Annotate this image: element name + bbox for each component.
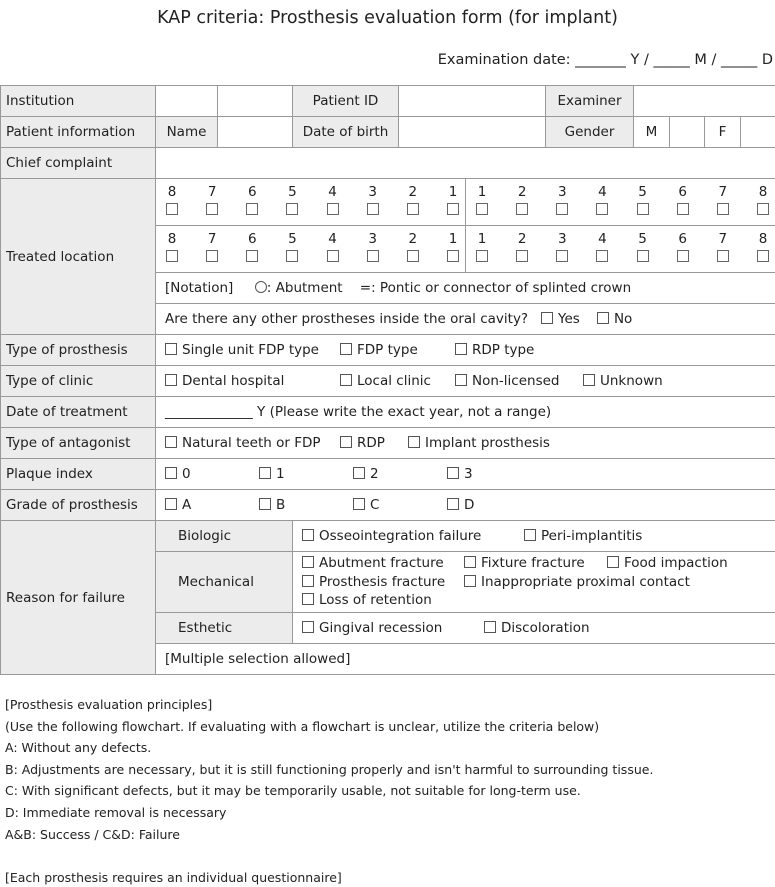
esthetic-0-checkbox[interactable] [302, 621, 314, 633]
tooth[interactable] [166, 179, 178, 225]
plaque-1-label: 1 [276, 466, 285, 482]
dob-label: Date of birth [293, 117, 399, 148]
tooth[interactable] [206, 226, 218, 272]
tooth-number: 5 [638, 184, 647, 200]
tooth[interactable] [717, 226, 729, 272]
institution-label: Institution [1, 86, 156, 117]
antagonist-row [1, 428, 775, 459]
tooth-checkbox[interactable] [447, 250, 459, 262]
tooth-checkbox[interactable] [166, 250, 178, 262]
mechanical-line [302, 573, 770, 592]
gender-m-label: M [634, 117, 670, 148]
tooth-checkbox[interactable] [476, 250, 488, 262]
tooth[interactable] [637, 179, 649, 225]
antagonist-2-checkbox[interactable] [408, 436, 420, 448]
tooth-number: 3 [557, 231, 567, 247]
tooth-checkbox[interactable] [327, 203, 339, 215]
tooth-checkbox[interactable] [166, 203, 178, 215]
tooth[interactable] [637, 226, 649, 272]
patient-id-field[interactable] [399, 86, 546, 117]
tooth[interactable] [476, 226, 488, 272]
tooth[interactable] [516, 179, 528, 225]
upper-right-quadrant [156, 179, 465, 225]
tooth-checkbox[interactable] [596, 203, 608, 215]
tooth-checkbox[interactable] [246, 250, 258, 262]
patient-id-label: Patient ID [293, 86, 399, 117]
plaque-2-label: 2 [370, 466, 379, 482]
dob-field[interactable] [399, 117, 546, 148]
tooth-checkbox[interactable] [206, 250, 218, 262]
institution-field-1[interactable] [156, 86, 218, 117]
tooth[interactable] [246, 179, 258, 225]
type_clinic-options [156, 366, 775, 397]
tooth-checkbox[interactable] [596, 250, 608, 262]
tooth[interactable] [286, 179, 298, 225]
yes-label: Yes [557, 311, 580, 327]
no-checkbox[interactable] [597, 312, 609, 324]
pontic-note: =: Pontic or connector of splinted crown [359, 280, 632, 296]
tooth[interactable] [447, 179, 459, 225]
grade-label: Grade of prosthesis [1, 490, 156, 521]
antagonist-1-checkbox[interactable] [340, 436, 352, 448]
mechanical-1-checkbox[interactable] [464, 556, 476, 568]
note-line: (Use the following flowchart. If evaluating with a flowchart is unclear, utilize the criteria below) [5, 718, 600, 734]
grade-3-option[interactable] [447, 497, 541, 513]
note-line: A: Without any defects. [5, 740, 152, 756]
tooth[interactable] [476, 179, 488, 225]
tooth-checkbox[interactable] [516, 250, 528, 262]
note-line [5, 845, 653, 867]
type_prosthesis-1-option[interactable] [340, 342, 455, 358]
tooth-number: 2 [517, 231, 527, 247]
antagonist-1-option[interactable] [340, 435, 408, 451]
tooth-number: 1 [477, 231, 487, 247]
tooth[interactable] [407, 179, 419, 225]
grade-options [156, 490, 775, 521]
mechanical-5-checkbox[interactable] [302, 593, 314, 605]
tooth[interactable] [407, 226, 419, 272]
type_clinic-2-option[interactable] [455, 373, 583, 389]
grade-1-option[interactable] [259, 497, 353, 513]
tooth-checkbox[interactable] [367, 203, 379, 215]
type_prosthesis-0-option[interactable] [165, 342, 340, 358]
esthetic-0-label: Gingival recession [319, 620, 443, 636]
examination-date[interactable]: Examination date: _______ Y / _____ M / _____ D [437, 52, 773, 68]
mechanical-2-checkbox[interactable] [607, 556, 619, 568]
mechanical-4-label: Inappropriate proximal contact [481, 573, 690, 590]
chief-complaint-field[interactable] [156, 148, 775, 179]
mechanical-3-label: Prosthesis fracture [319, 573, 446, 590]
plaque-0-checkbox[interactable] [165, 467, 177, 479]
type_clinic-3-option[interactable] [583, 373, 703, 389]
tooth-checkbox[interactable] [327, 250, 339, 262]
type_prosthesis-row [1, 335, 775, 366]
no-label: No [613, 311, 633, 327]
type_clinic-1-checkbox[interactable] [340, 374, 352, 386]
type_prosthesis-1-checkbox[interactable] [340, 343, 352, 355]
antagonist-0-checkbox[interactable] [165, 436, 177, 448]
note-line: [Each prosthesis requires an individual questionnaire] [5, 869, 342, 885]
tooth-number: 8 [758, 231, 768, 247]
tooth-number: 3 [368, 184, 377, 200]
lower-teeth [156, 226, 775, 273]
tooth-checkbox[interactable] [677, 203, 689, 215]
circle-icon [255, 281, 267, 293]
tooth-number: 2 [408, 184, 418, 200]
type_prosthesis-2-checkbox[interactable] [455, 343, 467, 355]
tooth-checkbox[interactable] [246, 203, 258, 215]
tooth[interactable] [677, 179, 689, 225]
tooth[interactable] [596, 179, 608, 225]
note-line: [Prosthesis evaluation principles] [5, 697, 213, 712]
tooth-checkbox[interactable] [286, 203, 298, 215]
notation-row [156, 273, 775, 304]
type_prosthesis-options [156, 335, 775, 366]
tooth[interactable] [286, 226, 298, 272]
antagonist-0-option[interactable] [165, 435, 340, 451]
esthetic-1-label: Discoloration [501, 620, 590, 636]
tooth-number: 8 [167, 184, 177, 200]
type_clinic-3-checkbox[interactable] [583, 374, 595, 386]
tooth-number: 6 [247, 231, 257, 247]
evaluation-principles [5, 694, 653, 887]
type_clinic-2-checkbox[interactable] [455, 374, 467, 386]
tooth-number: 6 [678, 231, 687, 247]
grade-2-option[interactable] [353, 497, 447, 513]
tooth-checkbox[interactable] [556, 203, 568, 215]
grade-3-label: D [464, 497, 475, 513]
lower-right-quadrant [156, 226, 465, 272]
mechanical-3-checkbox[interactable] [302, 575, 314, 587]
tooth-number: 4 [598, 231, 607, 247]
treated-location-label: Treated location [1, 179, 156, 335]
gender-f-label: F [705, 117, 741, 148]
biologic-0-label: Osseointegration failure [319, 528, 482, 544]
tooth[interactable] [677, 226, 689, 272]
type_clinic-0-option[interactable] [165, 373, 340, 389]
grade-0-label: A [182, 497, 192, 513]
abutment-note: : Abutment [266, 280, 343, 296]
tooth[interactable] [246, 226, 258, 272]
mechanical-line [302, 554, 770, 573]
tooth[interactable] [757, 179, 769, 225]
esthetic-1-checkbox[interactable] [484, 621, 496, 633]
grade-2-checkbox[interactable] [353, 498, 365, 510]
plaque-3-option[interactable] [447, 466, 541, 482]
mechanical-4-checkbox[interactable] [464, 575, 476, 587]
institution-field-2[interactable] [218, 86, 293, 117]
mechanical-0-checkbox[interactable] [302, 556, 314, 568]
biologic-options [293, 521, 775, 552]
tooth-number: 1 [448, 231, 458, 247]
mechanical-0-option[interactable] [302, 554, 464, 573]
date_treatment-field[interactable]: _____________ Y (Please write the exact year, not a range) [165, 404, 552, 420]
type_clinic-2-label: Non-licensed [472, 373, 560, 389]
mechanical-label: Mechanical [156, 552, 293, 613]
type_clinic-1-option[interactable] [340, 373, 455, 389]
tooth-number: 4 [328, 184, 337, 200]
tooth-number: 8 [167, 231, 177, 247]
mechanical-4-option[interactable] [464, 573, 690, 592]
mechanical-5-option[interactable] [302, 591, 482, 610]
tooth[interactable] [596, 226, 608, 272]
tooth-number: 1 [448, 184, 458, 200]
tooth[interactable] [367, 226, 379, 272]
esthetic-0-option[interactable] [302, 620, 484, 636]
tooth[interactable] [516, 226, 528, 272]
form-title: KAP criteria: Prosthesis evaluation form (for implant) [157, 8, 618, 28]
esthetic-1-option[interactable] [484, 620, 634, 636]
plaque-options [156, 459, 775, 490]
mechanical-options [293, 552, 775, 613]
mechanical-2-option[interactable] [607, 554, 727, 573]
grade-row [1, 490, 775, 521]
tooth-number: 7 [207, 184, 217, 200]
antagonist-0-label: Natural teeth or FDP [182, 435, 321, 451]
tooth-number: 6 [247, 184, 257, 200]
grade-0-option[interactable] [165, 497, 259, 513]
date_treatment-row [1, 397, 775, 428]
name-field[interactable] [218, 117, 293, 148]
tooth-checkbox[interactable] [677, 250, 689, 262]
grade-1-label: B [276, 497, 286, 513]
tooth[interactable] [206, 179, 218, 225]
mechanical-0-label: Abutment fracture [319, 555, 444, 572]
evaluation-table [0, 85, 775, 675]
patient-info-label: Patient information [1, 117, 156, 148]
esthetic-options [293, 613, 775, 644]
type_prosthesis-2-option[interactable] [455, 342, 575, 358]
tooth-number: 7 [718, 231, 728, 247]
tooth-number: 2 [408, 231, 418, 247]
tooth-number: 2 [517, 184, 527, 200]
tooth-checkbox[interactable] [447, 203, 459, 215]
gender-m-field[interactable] [670, 117, 705, 148]
plaque-3-label: 3 [464, 466, 473, 482]
antagonist-2-label: Implant prosthesis [425, 435, 550, 451]
tooth-checkbox[interactable] [757, 250, 769, 262]
esthetic-label: Esthetic [156, 613, 293, 644]
tooth-number: 5 [288, 231, 297, 247]
biologic-0-checkbox[interactable] [302, 529, 314, 541]
tooth-number: 6 [678, 184, 687, 200]
tooth-number: 3 [557, 184, 567, 200]
plaque-row [1, 459, 775, 490]
tooth-checkbox[interactable] [637, 203, 649, 215]
tooth-number: 4 [598, 184, 607, 200]
tooth[interactable] [556, 179, 568, 225]
tooth-checkbox[interactable] [367, 250, 379, 262]
type_clinic-1-label: Local clinic [357, 373, 431, 389]
lower-left-quadrant [465, 226, 775, 272]
grade-1-checkbox[interactable] [259, 498, 271, 510]
reason-label: Reason for failure [1, 521, 156, 675]
biologic-1-label: Peri-implantitis [541, 528, 643, 544]
plaque-label: Plaque index [1, 459, 156, 490]
antagonist-1-label: RDP [357, 435, 385, 451]
plaque-1-checkbox[interactable] [259, 467, 271, 479]
biologic-1-option[interactable] [524, 528, 674, 544]
type_clinic-row [1, 366, 775, 397]
biologic-0-option[interactable] [302, 528, 524, 544]
type_prosthesis-label: Type of prosthesis [1, 335, 156, 366]
other-prostheses-row [156, 304, 775, 335]
tooth-number: 1 [477, 184, 487, 200]
type_prosthesis-0-checkbox[interactable] [165, 343, 177, 355]
plaque-0-option[interactable] [165, 466, 259, 482]
date_treatment-options [156, 397, 775, 428]
tooth-checkbox[interactable] [717, 203, 729, 215]
tooth-checkbox[interactable] [407, 250, 419, 262]
note-line: B: Adjustments are necessary, but it is still functioning properly and isn't harmful to surrounding tissue. [5, 761, 654, 777]
tooth-number: 5 [288, 184, 297, 200]
mechanical-5-label: Loss of retention [319, 592, 432, 609]
chief-complaint-label: Chief complaint [1, 148, 156, 179]
tooth[interactable] [327, 179, 339, 225]
note-line: A&B: Success / C&D: Failure [5, 826, 180, 842]
notation-label: [Notation] [165, 280, 234, 296]
tooth-number: 4 [328, 231, 337, 247]
examiner-field[interactable] [634, 86, 775, 117]
type_clinic-0-label: Dental hospital [182, 373, 285, 389]
tooth-checkbox[interactable] [476, 203, 488, 215]
note-line: D: Immediate removal is necessary [5, 804, 227, 820]
type_prosthesis-1-label: FDP type [357, 342, 418, 358]
tooth[interactable] [717, 179, 729, 225]
upper-teeth [156, 179, 775, 226]
tooth[interactable] [556, 226, 568, 272]
gender-label: Gender [546, 117, 634, 148]
plaque-0-label: 0 [182, 466, 191, 482]
tooth[interactable] [166, 226, 178, 272]
tooth-checkbox[interactable] [286, 250, 298, 262]
plaque-3-checkbox[interactable] [447, 467, 459, 479]
tooth-checkbox[interactable] [717, 250, 729, 262]
type_clinic-label: Type of clinic [1, 366, 156, 397]
upper-left-quadrant [465, 179, 775, 225]
grade-3-checkbox[interactable] [447, 498, 459, 510]
tooth-number: 3 [368, 231, 377, 247]
tooth[interactable] [367, 179, 379, 225]
tooth-checkbox[interactable] [556, 250, 568, 262]
type_clinic-3-label: Unknown [600, 373, 663, 389]
plaque-2-option[interactable] [353, 466, 447, 482]
antagonist-label: Type of antagonist [1, 428, 156, 459]
type_prosthesis-2-label: RDP type [472, 342, 535, 358]
mechanical-2-label: Food impaction [624, 555, 728, 572]
grade-2-label: C [370, 497, 380, 513]
tooth-number: 7 [207, 231, 217, 247]
type_clinic-0-checkbox[interactable] [165, 374, 177, 386]
date_treatment-label: Date of treatment [1, 397, 156, 428]
tooth[interactable] [757, 226, 769, 272]
gender-f-field[interactable] [741, 117, 775, 148]
tooth-number: 7 [718, 184, 728, 200]
plaque-1-option[interactable] [259, 466, 353, 482]
grade-0-checkbox[interactable] [165, 498, 177, 510]
mechanical-line [302, 591, 770, 610]
type_prosthesis-0-label: Single unit FDP type [182, 342, 319, 358]
tooth[interactable] [327, 226, 339, 272]
antagonist-options [156, 428, 775, 459]
biologic-1-checkbox[interactable] [524, 529, 536, 541]
biologic-label: Biologic [156, 521, 293, 552]
plaque-2-checkbox[interactable] [353, 467, 365, 479]
tooth-checkbox[interactable] [637, 250, 649, 262]
name-label: Name [156, 117, 218, 148]
tooth[interactable] [447, 226, 459, 272]
note-line: C: With significant defects, but it may be temporarily usable, not suitable for long-term use. [5, 783, 581, 799]
tooth-checkbox[interactable] [206, 203, 218, 215]
multiple-selection-note: [Multiple selection allowed] [156, 644, 775, 675]
examiner-label: Examiner [546, 86, 634, 117]
mechanical-3-option[interactable] [302, 573, 464, 592]
tooth-number: 8 [758, 184, 768, 200]
yes-checkbox[interactable] [541, 312, 553, 324]
antagonist-2-option[interactable] [408, 435, 548, 451]
tooth-checkbox[interactable] [757, 203, 769, 215]
mechanical-1-label: Fixture fracture [481, 555, 585, 572]
mechanical-1-option[interactable] [464, 554, 607, 573]
tooth-number: 5 [638, 231, 647, 247]
other-prostheses-question: Are there any other prostheses inside the oral cavity? [165, 311, 529, 327]
tooth-checkbox[interactable] [407, 203, 419, 215]
tooth-checkbox[interactable] [516, 203, 528, 215]
